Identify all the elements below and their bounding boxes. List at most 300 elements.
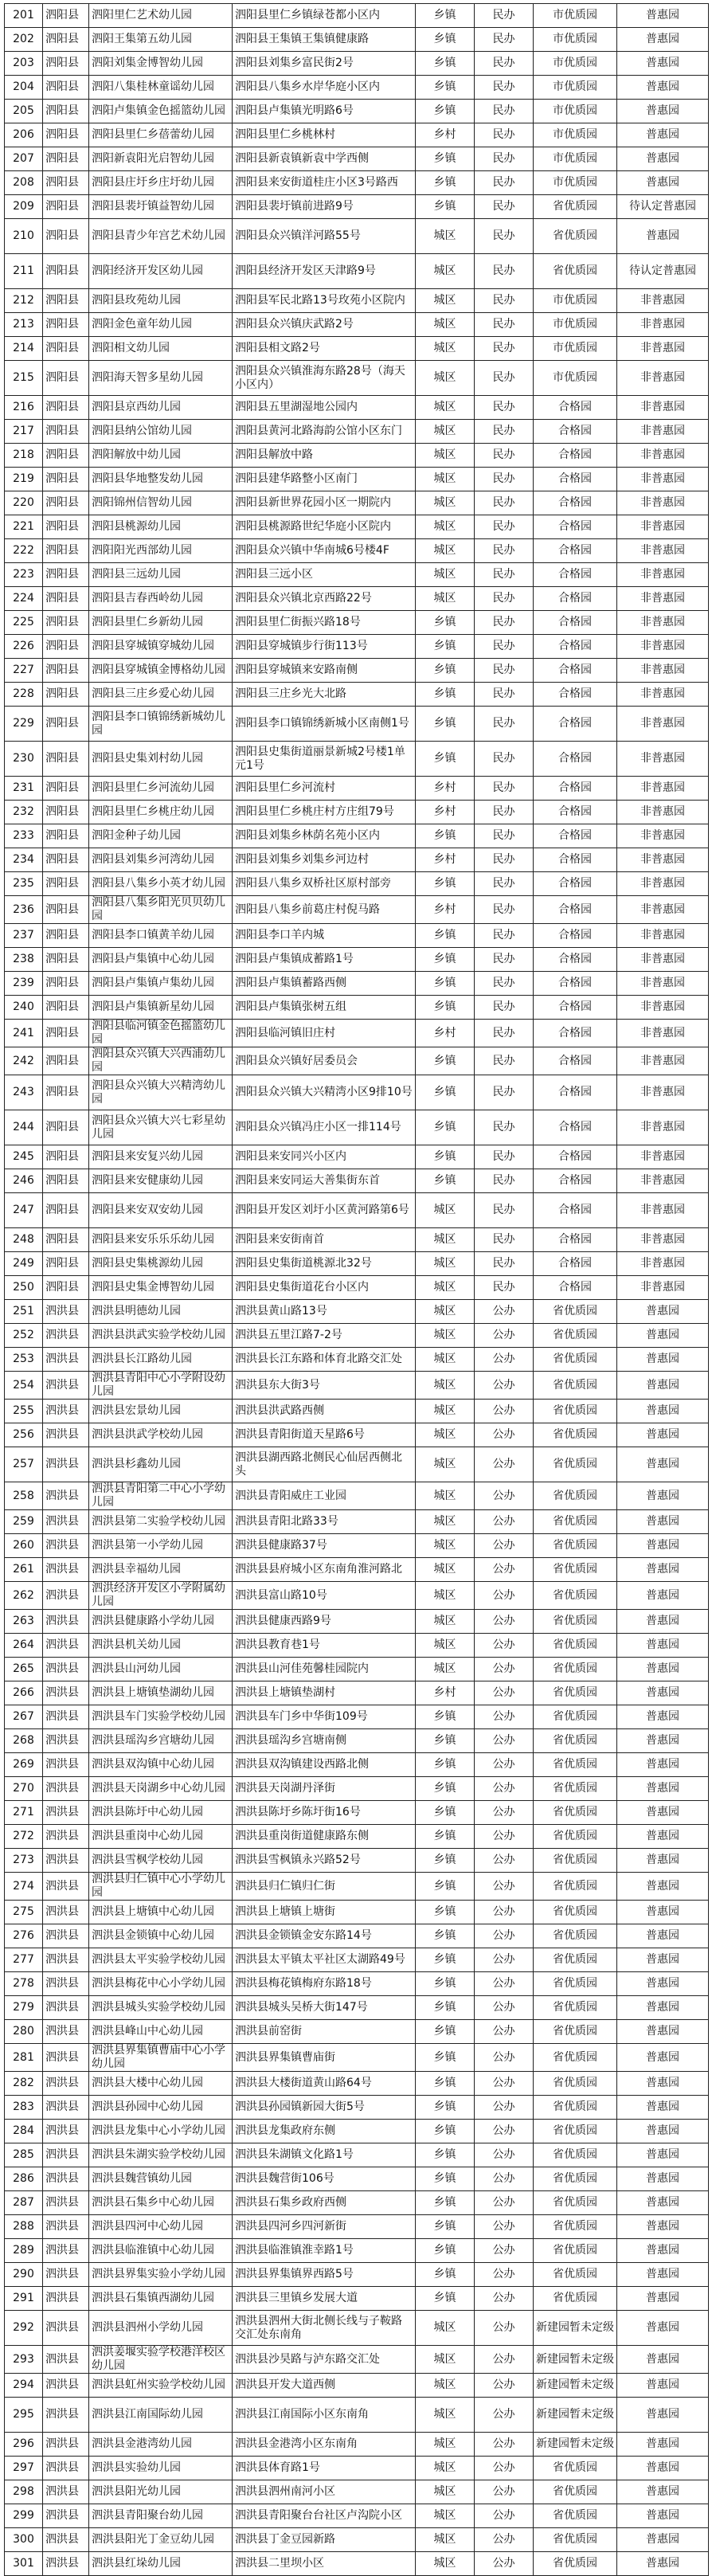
table-cell: 普惠园: [617, 2096, 709, 2120]
table-cell: 省优质园: [534, 254, 617, 289]
table-cell: 普惠园: [617, 1849, 709, 1873]
table-cell: 合格园: [534, 539, 617, 563]
table-cell: 260: [5, 1534, 43, 1558]
table-cell: 民办: [475, 1193, 534, 1228]
table-cell: 公办: [475, 1705, 534, 1729]
table-cell: 泗阳县众兴镇洋河路55号: [233, 219, 416, 254]
table-cell: 245: [5, 1145, 43, 1169]
table-cell: 252: [5, 1324, 43, 1348]
table-cell: 泗洪县二里坝小区: [233, 2552, 416, 2576]
table-cell: 公办: [475, 1423, 534, 1447]
table-cell: 泗阳县八集乡双桥社区原村部旁: [233, 872, 416, 896]
table-cell: 乡村: [416, 123, 475, 147]
table-row: [5, 2143, 709, 2167]
table-row: [5, 2311, 709, 2346]
table-cell: 泗洪县归仁镇中心小学幼儿园: [89, 1873, 233, 1901]
table-cell: 231: [5, 777, 43, 801]
table-cell: 207: [5, 147, 43, 171]
table-cell: 273: [5, 1849, 43, 1873]
table-cell: 普惠园: [617, 2072, 709, 2096]
table-cell: 省优质园: [534, 2096, 617, 2120]
table-cell: 公办: [475, 1447, 534, 1482]
table-cell: 公办: [475, 1558, 534, 1582]
table-cell: 合格园: [534, 948, 617, 972]
table-cell: 乡镇: [416, 1901, 475, 1924]
table-cell: 新建园暂未定级: [534, 2374, 617, 2398]
table-cell: 市优质园: [534, 76, 617, 100]
table-cell: 279: [5, 1996, 43, 2020]
table-cell: 乡镇: [416, 1705, 475, 1729]
table-cell: 城区: [416, 468, 475, 491]
table-cell: 泗阳县李口镇锦绣新城小区南侧1号: [233, 707, 416, 742]
table-cell: 泗洪县朱湖实验学校幼儿园: [89, 2143, 233, 2167]
table-cell: 乡镇: [416, 1047, 475, 1075]
table-cell: 城区: [416, 1482, 475, 1510]
table-cell: 230: [5, 742, 43, 777]
table-cell: 省优质园: [534, 1658, 617, 1681]
table-cell: 泗阳县京西幼儿园: [89, 396, 233, 420]
table-cell: 城区: [416, 2552, 475, 2576]
table-cell: 泗阳县三庄乡光大北路: [233, 683, 416, 707]
table-row: [5, 1801, 709, 1825]
table-cell: 非普惠园: [617, 659, 709, 683]
table-cell: 泗洪县临淮镇中心幼儿园: [89, 2239, 233, 2263]
table-cell: 市优质园: [534, 337, 617, 361]
table-cell: 公办: [475, 1324, 534, 1348]
table-cell: 非普惠园: [617, 1169, 709, 1193]
table-cell: 292: [5, 2311, 43, 2346]
table-cell: 合格园: [534, 848, 617, 872]
table-cell: 256: [5, 1423, 43, 1447]
table-cell: 合格园: [534, 515, 617, 539]
table-cell: 泗阳刘集金博智幼儿园: [89, 52, 233, 76]
table-cell: 城区: [416, 219, 475, 254]
table-cell: 泗洪县车门实验学校幼儿园: [89, 1705, 233, 1729]
table-cell: 合格园: [534, 1169, 617, 1193]
table-cell: 泗阳县卢集镇新星幼儿园: [89, 996, 233, 1020]
table-cell: 泗阳县新袁镇新袁中学西侧: [233, 147, 416, 171]
table-cell: 泗洪县健康路37号: [233, 1534, 416, 1558]
table-cell: 293: [5, 2346, 43, 2374]
table-cell: 乡镇: [416, 1145, 475, 1169]
table-cell: 泗洪县重岗街道健康路东侧: [233, 1825, 416, 1849]
table-cell: 公办: [475, 2504, 534, 2528]
table-cell: 公办: [475, 1924, 534, 1948]
table-row: [5, 1110, 709, 1145]
table-row: [5, 2120, 709, 2143]
table-row: [5, 515, 709, 539]
table-cell: 乡镇: [416, 948, 475, 972]
table-cell: 城区: [416, 313, 475, 337]
table-cell: 泗阳县: [43, 1075, 89, 1110]
table-cell: 泗洪县: [43, 1447, 89, 1482]
table-cell: 非普惠园: [617, 742, 709, 777]
table-cell: 泗阳县里仁乡蓓蕾幼儿园: [89, 123, 233, 147]
table-cell: 民办: [475, 777, 534, 801]
table-cell: 合格园: [534, 1047, 617, 1075]
table-cell: 民办: [475, 539, 534, 563]
table-cell: 泗洪县体育路1号: [233, 2457, 416, 2480]
table-cell: 乡镇: [416, 2072, 475, 2096]
table-cell: 省优质园: [534, 1873, 617, 1901]
table-cell: 普惠园: [617, 1348, 709, 1372]
table-cell: 省优质园: [534, 1729, 617, 1753]
table-cell: 泗阳县来安复兴幼儿园: [89, 1145, 233, 1169]
table-cell: 省优质园: [534, 2504, 617, 2528]
table-cell: 非普惠园: [617, 948, 709, 972]
table-cell: 公办: [475, 1610, 534, 1634]
table-cell: 泗洪县: [43, 1996, 89, 2020]
table-cell: 普惠园: [617, 2191, 709, 2215]
table-cell: 220: [5, 491, 43, 515]
table-cell: 203: [5, 52, 43, 76]
table-cell: 泗洪县石集乡政府西侧: [233, 2191, 416, 2215]
table-cell: 泗阳县: [43, 1110, 89, 1145]
table-cell: 泗洪县杉鑫幼儿园: [89, 1447, 233, 1482]
table-cell: 合格园: [534, 801, 617, 824]
table-row: [5, 2374, 709, 2398]
table-cell: 泗阳县: [43, 254, 89, 289]
table-cell: 泗阳县: [43, 872, 89, 896]
table-cell: 合格园: [534, 1252, 617, 1276]
table-cell: 269: [5, 1753, 43, 1777]
table-cell: 泗洪县陈圩中心幼儿园: [89, 1801, 233, 1825]
table-cell: 286: [5, 2167, 43, 2191]
table-cell: 泗阳县来安同运大善集街东首: [233, 1169, 416, 1193]
table-cell: 278: [5, 1972, 43, 1996]
table-cell: 待认定普惠园: [617, 195, 709, 219]
table-cell: 泗洪县: [43, 1658, 89, 1681]
table-cell: 城区: [416, 2504, 475, 2528]
table-cell: 乡镇: [416, 659, 475, 683]
table-cell: 282: [5, 2072, 43, 2096]
table-cell: 合格园: [534, 491, 617, 515]
table-cell: 公办: [475, 2480, 534, 2504]
table-cell: 合格园: [534, 1020, 617, 1047]
table-cell: 泗洪县四河乡四河新街: [233, 2215, 416, 2239]
table-cell: 泗洪县: [43, 2552, 89, 2576]
table-cell: 泗洪县: [43, 1901, 89, 1924]
table-cell: 泗阳县裴圩镇益智幼儿园: [89, 195, 233, 219]
table-row: [5, 1400, 709, 1423]
table-cell: 泗洪县: [43, 1300, 89, 1324]
table-cell: 普惠园: [617, 2143, 709, 2167]
table-cell: 合格园: [534, 896, 617, 924]
table-cell: 普惠园: [617, 1300, 709, 1324]
table-cell: 乡村: [416, 1681, 475, 1705]
table-cell: 普惠园: [617, 4, 709, 28]
table-cell: 277: [5, 1948, 43, 1972]
table-cell: 296: [5, 2433, 43, 2457]
table-cell: 合格园: [534, 683, 617, 707]
table-cell: 公办: [475, 2311, 534, 2346]
table-cell: 泗洪县青阳威庄工业园: [233, 1482, 416, 1510]
table-row: [5, 2096, 709, 2120]
table-cell: 泗阳县: [43, 707, 89, 742]
table-cell: 泗洪县沙昊路与泸东路交汇处: [233, 2346, 416, 2374]
table-row: [5, 539, 709, 563]
table-cell: 公办: [475, 2120, 534, 2143]
table-cell: 泗洪县青阳聚台幼儿园: [89, 2504, 233, 2528]
table-cell: 乡镇: [416, 683, 475, 707]
table-cell: 普惠园: [617, 1729, 709, 1753]
table-row: [5, 444, 709, 468]
table-cell: 城区: [416, 491, 475, 515]
table-cell: 泗阳县: [43, 1193, 89, 1228]
table-cell: 普惠园: [617, 2263, 709, 2287]
table-cell: 泗洪县峰山中心幼儿园: [89, 2020, 233, 2044]
table-cell: 新建园暂未定级: [534, 2433, 617, 2457]
table-cell: 267: [5, 1705, 43, 1729]
table-cell: 泗洪县青阳北路33号: [233, 1510, 416, 1534]
table-cell: 泗阳县: [43, 468, 89, 491]
table-cell: 城区: [416, 1400, 475, 1423]
table-cell: 待认定普惠园: [617, 254, 709, 289]
table-cell: 乡镇: [416, 52, 475, 76]
table-cell: 非普惠园: [617, 337, 709, 361]
table-row: [5, 2528, 709, 2552]
table-cell: 公办: [475, 1681, 534, 1705]
table-row: [5, 195, 709, 219]
table-row: [5, 2239, 709, 2263]
table-cell: 泗洪县: [43, 1729, 89, 1753]
table-cell: 省优质园: [534, 1996, 617, 2020]
table-cell: 非普惠园: [617, 611, 709, 635]
table-cell: 泗阳金种子幼儿园: [89, 824, 233, 848]
table-row: [5, 1193, 709, 1228]
table-cell: 普惠园: [617, 147, 709, 171]
table-cell: 泗阳县众兴镇大兴精湾小区9排10号: [233, 1075, 416, 1110]
table-cell: 泗阳县: [43, 635, 89, 659]
table-cell: 民办: [475, 996, 534, 1020]
table-cell: 泗阳县里仁乡河流幼儿园: [89, 777, 233, 801]
table-cell: 泗洪县孙园中心幼儿园: [89, 2096, 233, 2120]
table-cell: 泗洪县金锁镇中心幼儿园: [89, 1924, 233, 1948]
table-row: [5, 948, 709, 972]
table-cell: 泗阳县史集街道桃源北32号: [233, 1252, 416, 1276]
table-cell: 泗阳县刘集乡河湾幼儿园: [89, 848, 233, 872]
table-cell: 泗阳县桃源路世纪华庭小区院内: [233, 515, 416, 539]
table-cell: 239: [5, 972, 43, 996]
table-cell: 泗阳县: [43, 1020, 89, 1047]
table-cell: 公办: [475, 2239, 534, 2263]
table-cell: 泗阳县: [43, 539, 89, 563]
table-row: [5, 824, 709, 848]
table-cell: 泗阳县: [43, 972, 89, 996]
table-cell: 泗洪县大楼街道黄山路64号: [233, 2072, 416, 2096]
table-cell: 泗洪县: [43, 1582, 89, 1610]
table-row: [5, 2215, 709, 2239]
table-cell: 省优质园: [534, 2020, 617, 2044]
table-cell: 非普惠园: [617, 824, 709, 848]
table-cell: 泗阳里仁艺术幼儿园: [89, 4, 233, 28]
table-cell: 泗阳县: [43, 563, 89, 587]
table-cell: 泗阳县: [43, 491, 89, 515]
table-cell: 泗洪县: [43, 1510, 89, 1534]
table-cell: 民办: [475, 337, 534, 361]
table-cell: 泗洪县: [43, 1534, 89, 1558]
table-cell: 泗洪县健康西路9号: [233, 1610, 416, 1634]
table-cell: 泗阳县: [43, 1228, 89, 1252]
table-cell: 民办: [475, 468, 534, 491]
table-cell: 泗阳县卢集镇张树五组: [233, 996, 416, 1020]
table-row: [5, 2044, 709, 2072]
table-cell: 省优质园: [534, 2143, 617, 2167]
table-cell: 乡村: [416, 777, 475, 801]
table-cell: 公办: [475, 1400, 534, 1423]
table-cell: 普惠园: [617, 2120, 709, 2143]
table-cell: 合格园: [534, 872, 617, 896]
table-cell: 公办: [475, 1901, 534, 1924]
table-cell: 泗阳县卢集镇卢集幼儿园: [89, 972, 233, 996]
table-cell: 非普惠园: [617, 707, 709, 742]
table-cell: 普惠园: [617, 76, 709, 100]
table-cell: 泗洪县城头吴桥大街147号: [233, 1996, 416, 2020]
table-row: [5, 1372, 709, 1400]
table-cell: 泗阳县穿城镇金博格幼儿园: [89, 659, 233, 683]
table-cell: 泗洪县: [43, 1400, 89, 1423]
table-cell: 泗洪县泗州南河小区: [233, 2480, 416, 2504]
table-cell: 泗阳县临河镇金色摇篮幼儿园: [89, 1020, 233, 1047]
table-cell: 公办: [475, 1825, 534, 1849]
table-cell: 非普惠园: [617, 420, 709, 444]
table-row: [5, 147, 709, 171]
table-cell: 泗洪县健康路小学幼儿园: [89, 1610, 233, 1634]
table-cell: 公办: [475, 2191, 534, 2215]
table-cell: 泗洪县重岗中心幼儿园: [89, 1825, 233, 1849]
table-cell: 泗洪县金港湾小区东南角: [233, 2433, 416, 2457]
table-cell: 合格园: [534, 1075, 617, 1110]
table-cell: 省优质园: [534, 1300, 617, 1324]
table-cell: 乡镇: [416, 1075, 475, 1110]
table-cell: 省优质园: [534, 1610, 617, 1634]
table-cell: 公办: [475, 1534, 534, 1558]
table-cell: 泗洪县: [43, 1849, 89, 1873]
table-cell: 泗阳县: [43, 195, 89, 219]
table-cell: 普惠园: [617, 1825, 709, 1849]
table-cell: 省优质园: [534, 1948, 617, 1972]
table-cell: 省优质园: [534, 1372, 617, 1400]
table-cell: 公办: [475, 2457, 534, 2480]
table-cell: 244: [5, 1110, 43, 1145]
table-cell: 泗阳县史集桃源幼儿园: [89, 1252, 233, 1276]
table-cell: 非普惠园: [617, 491, 709, 515]
table-cell: 泗洪县: [43, 1825, 89, 1849]
table-cell: 泗洪县阳光丁金豆幼儿园: [89, 2528, 233, 2552]
table-cell: 泗阳县来安街南首: [233, 1228, 416, 1252]
table-cell: 泗洪县: [43, 1873, 89, 1901]
table-cell: 公办: [475, 1972, 534, 1996]
table-cell: 泗阳金色童年幼儿园: [89, 313, 233, 337]
table-row: [5, 1753, 709, 1777]
table-row: [5, 872, 709, 896]
table-cell: 泗阳县桃源幼儿园: [89, 515, 233, 539]
table-row: [5, 1558, 709, 1582]
table-cell: 泗阳县纳公馆幼儿园: [89, 420, 233, 444]
table-cell: 非普惠园: [617, 539, 709, 563]
table-cell: 298: [5, 2480, 43, 2504]
table-cell: 乡镇: [416, 1924, 475, 1948]
table-cell: 民办: [475, 1075, 534, 1110]
table-cell: 211: [5, 254, 43, 289]
table-cell: 乡镇: [416, 635, 475, 659]
table-cell: 泗洪县: [43, 1372, 89, 1400]
table-cell: 新建园暂未定级: [534, 2398, 617, 2433]
table-cell: 泗阳解放中幼儿园: [89, 444, 233, 468]
table-cell: 泗洪县临淮镇淮幸路1号: [233, 2239, 416, 2263]
table-cell: 乡村: [416, 896, 475, 924]
table-cell: 泗洪县孙园镇新园大街5号: [233, 2096, 416, 2120]
table-cell: 泗洪县青阳中心小学附设幼儿园: [89, 1372, 233, 1400]
table-cell: 泗阳县里仁乡桃庄村方庄组79号: [233, 801, 416, 824]
table-cell: 205: [5, 100, 43, 123]
table-cell: 乡镇: [416, 611, 475, 635]
table-cell: 泗洪县长江东路和体育北路交汇处: [233, 1348, 416, 1372]
table-cell: 泗阳县里仁乡河流村: [233, 777, 416, 801]
table-cell: 省优质园: [534, 2287, 617, 2311]
table-cell: 泗阳县裴圩镇前进路9号: [233, 195, 416, 219]
table-cell: 乡镇: [416, 2263, 475, 2287]
table-cell: 市优质园: [534, 100, 617, 123]
table-cell: 218: [5, 444, 43, 468]
table-cell: 280: [5, 2020, 43, 2044]
table-cell: 276: [5, 1924, 43, 1948]
table-cell: 泗洪县青阳聚台台社区卢沟院小区: [233, 2504, 416, 2528]
table-cell: 城区: [416, 1558, 475, 1582]
table-cell: 民办: [475, 1047, 534, 1075]
table-cell: 民办: [475, 444, 534, 468]
table-cell: 泗阳县临河镇旧庄村: [233, 1020, 416, 1047]
table-row: [5, 2504, 709, 2528]
table-cell: 233: [5, 824, 43, 848]
table-cell: 普惠园: [617, 1705, 709, 1729]
table-cell: 泗洪县魏营镇幼儿园: [89, 2167, 233, 2191]
table-cell: 乡镇: [416, 924, 475, 948]
table-cell: 民办: [475, 313, 534, 337]
table-cell: 泗洪县明德幼儿园: [89, 1300, 233, 1324]
table-cell: 泗阳县庄圩乡庄圩幼儿园: [89, 171, 233, 195]
table-cell: 泗洪县界集镇曹庙中心小学幼儿园: [89, 2044, 233, 2072]
table-cell: 城区: [416, 563, 475, 587]
table-cell: 省优质园: [534, 2044, 617, 2072]
table-row: [5, 683, 709, 707]
table-cell: 市优质园: [534, 147, 617, 171]
table-row: [5, 563, 709, 587]
table-cell: 合格园: [534, 444, 617, 468]
table-row: [5, 289, 709, 313]
table-cell: 291: [5, 2287, 43, 2311]
table-cell: 泗阳县八集乡前葛庄村倪马路: [233, 896, 416, 924]
table-cell: 泗阳县里仁乡镇绿苍都小区内: [233, 4, 416, 28]
table-cell: 泗阳县: [43, 1169, 89, 1193]
table-cell: 泗阳县众兴镇大兴精湾幼儿园: [89, 1075, 233, 1110]
table-cell: 城区: [416, 1228, 475, 1252]
table-cell: 民办: [475, 219, 534, 254]
table-cell: 省优质园: [534, 1348, 617, 1372]
table-row: [5, 611, 709, 635]
table-cell: 泗洪县梅花镇梅府东路18号: [233, 1972, 416, 1996]
table-cell: 普惠园: [617, 2167, 709, 2191]
table-cell: 泗洪县虹州实验学校幼儿园: [89, 2374, 233, 2398]
table-cell: 234: [5, 848, 43, 872]
table-cell: 公办: [475, 1729, 534, 1753]
table-cell: 泗洪县: [43, 2374, 89, 2398]
table-cell: 泗阳县经济开发区天津路9号: [233, 254, 416, 289]
table-row: [5, 2167, 709, 2191]
table-cell: 公办: [475, 1658, 534, 1681]
table-cell: 普惠园: [617, 1801, 709, 1825]
table-cell: 泗洪县山河幼儿园: [89, 1658, 233, 1681]
